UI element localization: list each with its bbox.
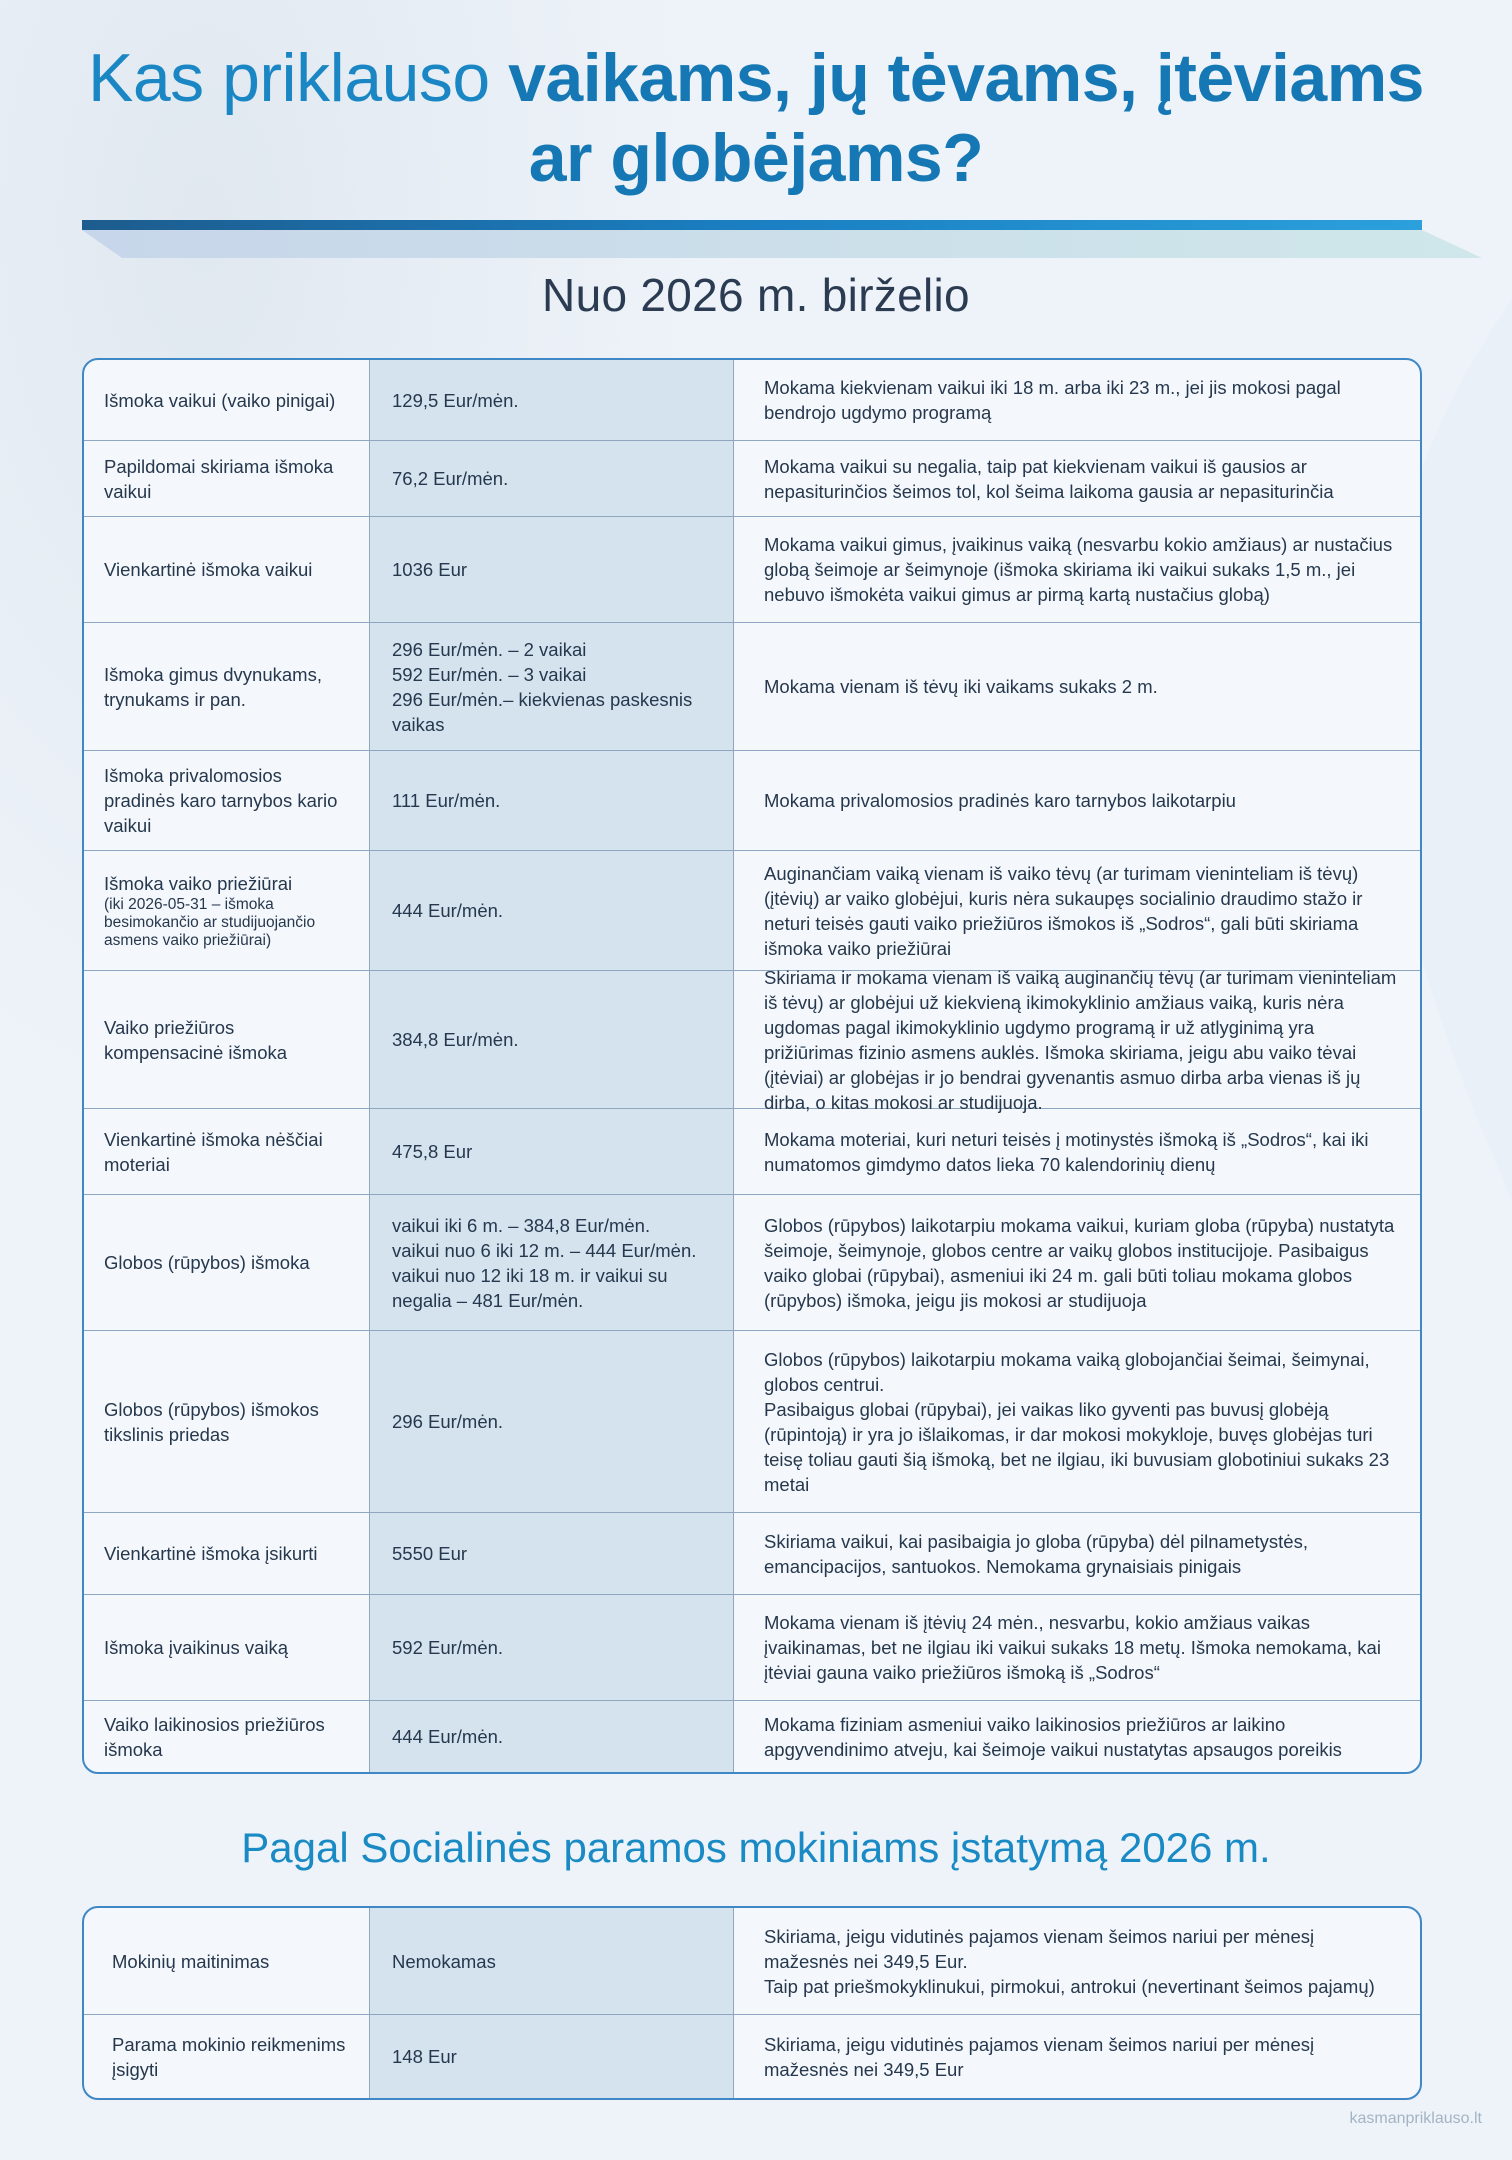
benefit-amount: 444 Eur/mėn.	[392, 1726, 504, 1747]
benefit-amount-cell	[370, 623, 734, 750]
benefit-description: Globos (rūpybos) laikotarpiu mokama vaikui, kuriam globa (rūpyba) nustatyta šeimoje, šeimynoje, globos centre ar vaikų globos institucijoje. Pasibaigus vaiko globai (rūpybai), asmeniui iki 24 m. gali būti toliau mokama globos (rūpybos) išmoka, jeigu jis mokosi ar studijuoja	[764, 1214, 1395, 1311]
benefit-amount-cell	[370, 1908, 734, 2014]
benefit-amount-cell	[370, 851, 734, 970]
benefit-description: Skiriama, jeigu vidutinės pajamos vienam šeimos nariui per mėnesį mažesnės nei 349,5 Eur. Taip pat priešmokyklinukui, pirmokui, antrokui (nevertinant šeimos pajamų)	[764, 1925, 1375, 1997]
benefit-name-cell	[84, 360, 370, 440]
benefits-table	[82, 358, 1422, 1774]
benefit-name-cell	[84, 751, 370, 850]
benefit-amount: 111 Eur/mėn.	[392, 790, 501, 811]
table-row	[84, 360, 1420, 440]
table-row	[84, 750, 1420, 850]
benefit-description-cell	[734, 966, 1420, 1113]
benefit-amount-cell	[370, 1195, 734, 1330]
benefit-description-cell	[734, 360, 1420, 440]
benefit-name: Papildomai skiriama išmoka vaikui	[104, 455, 334, 502]
benefit-amount-cell	[370, 1109, 734, 1194]
table-row	[84, 516, 1420, 622]
subtitle: Nuo 2026 m. birželio	[542, 269, 970, 321]
benefit-name-cell	[84, 2015, 370, 2098]
benefit-description: Mokama fiziniam asmeniui vaiko laikinosios priežiūros ar laikino apgyvendinimo atveju, kai šeimoje vaikui nustatytas apsaugos poreikis	[764, 1713, 1342, 1760]
table-row	[84, 440, 1420, 516]
benefit-amount-cell	[370, 1331, 734, 1512]
benefit-amount: 129,5 Eur/mėn.	[392, 389, 519, 411]
benefit-amount: 384,8 Eur/mėn.	[392, 1029, 519, 1050]
title-bold-part-2: ar globėjams?	[528, 120, 984, 196]
benefit-description-cell	[734, 517, 1420, 622]
benefit-description: Mokama kiekvienam vaikui iki 18 m. arba iki 23 m., jei jis mokosi pagal bendrojo ugdymo programą	[764, 377, 1341, 423]
benefit-name: Vienkartinė išmoka vaikui	[104, 559, 313, 580]
benefit-name-cell	[84, 623, 370, 750]
footer-website: kasmanpriklauso.lt	[1349, 2110, 1482, 2127]
benefit-amount: 148 Eur	[392, 2046, 457, 2067]
benefit-amount: Nemokamas	[392, 1950, 496, 1972]
title-divider	[82, 218, 1482, 262]
benefit-amount: 475,8 Eur	[392, 1141, 473, 1162]
benefit-amount-cell	[370, 2015, 734, 2098]
table-row	[84, 1908, 1420, 2014]
benefit-name: Globos (rūpybos) išmoka	[104, 1252, 310, 1273]
benefit-name: Globos (rūpybos) išmokos tikslinis priedas	[104, 1398, 319, 1445]
benefit-note: (iki 2026-05-31 – išmoka besimokančio ar studijuojančio asmens vaiko priežiūrai)	[104, 896, 316, 949]
benefit-name-cell	[84, 851, 370, 970]
benefit-name: Vaiko laikinosios priežiūros išmoka	[104, 1713, 325, 1760]
benefit-name: Vaiko priežiūros kompensacinė išmoka	[104, 1016, 288, 1063]
benefit-description: Globos (rūpybos) laikotarpiu mokama vaiką globojančiai šeimai, šeimynai, globos centrui. Pasibaigus globai (rūpybai), jei vaikas liko gyventi pas buvusį globėją (rūpintoją) ir yra jo išlaikomas, ir dar mokosi mokykloje, buvęs globėjas turi teisę toliau gauti šią išmoką, bet ne ilgiau, iki buvusiam globotiniui sukaks 23 metai	[764, 1348, 1390, 1495]
benefit-name-cell	[84, 1701, 370, 1772]
benefit-description-cell	[734, 623, 1420, 750]
benefit-amount: 444 Eur/mėn.	[392, 900, 504, 921]
benefit-name: Parama mokinio reikmenims įsigyti	[112, 2033, 346, 2080]
benefit-name-cell	[84, 1595, 370, 1700]
benefit-description: Mokama vaikui su negalia, taip pat kiekvienam vaikui iš gausios ar nepasiturinčios šeimos tol, kol šeima laikoma gausia ar nepasiturinčia	[764, 455, 1334, 502]
benefit-amount: 296 Eur/mėn. – 2 vaikai 592 Eur/mėn. – 3 vaikai 296 Eur/mėn.– kiekvienas paskesnis vaikas	[392, 638, 693, 735]
benefit-amount-cell	[370, 517, 734, 622]
benefit-description-cell	[734, 1908, 1420, 2014]
benefit-name-cell	[84, 1908, 370, 2014]
benefit-amount-cell	[370, 1595, 734, 1700]
benefit-name: Išmoka įvaikinus vaiką	[104, 1637, 289, 1658]
benefit-description-cell	[734, 2015, 1420, 2098]
table-row	[84, 1594, 1420, 1700]
benefit-name-cell	[84, 441, 370, 516]
table-row	[84, 1700, 1420, 1772]
benefit-name: Išmoka vaikui (vaiko pinigai)	[104, 389, 336, 411]
benefit-amount: 296 Eur/mėn.	[392, 1411, 504, 1432]
benefit-description-cell	[734, 1109, 1420, 1194]
table-row	[84, 966, 1420, 1113]
table-row	[84, 2014, 1420, 2098]
benefit-description: Mokama moteriai, kuri neturi teisės į motinystės išmoką iš „Sodros“, kai iki numatomos gimdymo datos lieka 70 kalendorinių dienų	[764, 1128, 1369, 1175]
benefit-description-cell	[734, 1595, 1420, 1700]
benefit-description: Skiriama, jeigu vidutinės pajamos vienam šeimos nariui per mėnesį mažesnės nei 349,5 Eur	[764, 2033, 1315, 2080]
title-light-part: Kas priklauso	[88, 40, 509, 116]
table-row	[84, 622, 1420, 750]
benefit-amount-cell	[370, 1701, 734, 1772]
benefit-description: Mokama vienam iš tėvų iki vaikams sukaks 2 m.	[764, 676, 1158, 697]
benefit-amount: vaikui iki 6 m. – 384,8 Eur/mėn. vaikui nuo 6 iki 12 m. – 444 Eur/mėn. vaikui nuo 12 iki 18 m. ir vaikui su negalia – 481 Eur/mėn.	[392, 1214, 697, 1311]
benefit-name-cell	[84, 1195, 370, 1330]
benefit-name: Mokinių maitinimas	[112, 1950, 270, 1972]
table-row	[84, 1330, 1420, 1512]
benefit-description: Skiriama ir mokama vienam iš vaiką auginančių tėvų (ar turimam vieninteliam iš tėvų) ar globėjui už kiekvieną ikimokyklinio amžiaus vaiką, kuris nėra ugdomas pagal ikimokyklinio ugdymo programą ir už atlyginimą yra prižiūrimas fizinio asmens auklės. Išmoka skiriama, jeigu abu vaiko tėvai (įtėviai) ar globėjas ir jo bendrai gyvenantis asmuo dirba arba vienas iš jų dirba, o kitas mokosi ar studijuoja.	[764, 966, 1397, 1113]
benefit-name-cell	[84, 1109, 370, 1194]
benefit-name: Vienkartinė išmoka nėščiai moteriai	[104, 1128, 323, 1175]
benefit-amount-cell	[370, 441, 734, 516]
benefit-description: Mokama privalomosios pradinės karo tarnybos laikotarpiu	[764, 790, 1236, 811]
benefit-name: Išmoka privalomosios pradinės karo tarnybos kario vaikui	[104, 765, 338, 836]
benefit-amount-cell	[370, 971, 734, 1108]
benefit-description-cell	[734, 441, 1420, 516]
benefit-name: Vienkartinė išmoka įsikurti	[104, 1543, 318, 1564]
table-row	[84, 850, 1420, 970]
page-title	[60, 38, 1452, 198]
benefit-name: Išmoka vaiko priežiūrai	[104, 873, 293, 894]
title-bold-part-1: vaikams, jų tėvams, įtėviams	[508, 40, 1424, 116]
benefit-description-cell	[734, 851, 1420, 970]
benefit-name-cell	[84, 1513, 370, 1594]
table-row	[84, 1108, 1420, 1194]
benefit-description-cell	[734, 1701, 1420, 1772]
benefit-amount: 5550 Eur	[392, 1543, 468, 1564]
benefit-amount-cell	[370, 751, 734, 850]
benefit-description-cell	[734, 1331, 1420, 1512]
benefit-description: Skiriama vaikui, kai pasibaigia jo globa (rūpyba) dėl pilnametystės, emancipacijos, santuokos. Nemokama grynaisiais pinigais	[764, 1530, 1308, 1577]
benefit-amount-cell	[370, 360, 734, 440]
section-title-students: Pagal Socialinės paramos mokiniams įstatymą 2026 m.	[241, 1824, 1271, 1871]
student-support-table	[82, 1906, 1422, 2100]
benefit-name-cell	[84, 517, 370, 622]
benefit-name-cell	[84, 971, 370, 1108]
benefit-amount: 592 Eur/mėn.	[392, 1637, 504, 1658]
benefit-amount: 1036 Eur	[392, 559, 468, 580]
benefit-description-cell	[734, 751, 1420, 850]
benefit-description: Mokama vienam iš įtėvių 24 mėn., nesvarbu, kokio amžiaus vaikas įvaikinamas, bet ne ilgiau iki vaikui sukaks 18 metų. Išmoka nemokama, kai įtėviai gauna vaiko priežiūros išmoką iš „Sodros“	[764, 1612, 1381, 1683]
benefit-name: Išmoka gimus dvynukams, trynukams ir pan.	[104, 663, 322, 710]
benefit-description-cell	[734, 1195, 1420, 1330]
table-row	[84, 1512, 1420, 1594]
table-row	[84, 1194, 1420, 1330]
benefit-description: Auginančiam vaiką vienam iš vaiko tėvų (ar turimam vieninteliam iš tėvų) (įtėvių) ar vaiko globėjui, kuris nėra sukaupęs socialinio draudimo stažo ir neturi teisės gauti vaiko priežiūros išmokos iš „Sodros“, gali būti skiriama išmoka vaiko priežiūrai	[764, 862, 1363, 959]
benefit-description: Mokama vaikui gimus, įvaikinus vaiką (nesvarbu kokio amžiaus) ar nustačius globą šeimoje ar šeimynoje (išmoka skiriama iki vaikui sukaks 1,5 m., jei nebuvo išmokėta vaikui gimus ar pirmą kartą nustačius globą)	[764, 534, 1393, 605]
benefit-amount: 76,2 Eur/mėn.	[392, 468, 509, 489]
benefit-description-cell	[734, 1513, 1420, 1594]
benefit-name-cell	[84, 1331, 370, 1512]
benefit-amount-cell	[370, 1513, 734, 1594]
